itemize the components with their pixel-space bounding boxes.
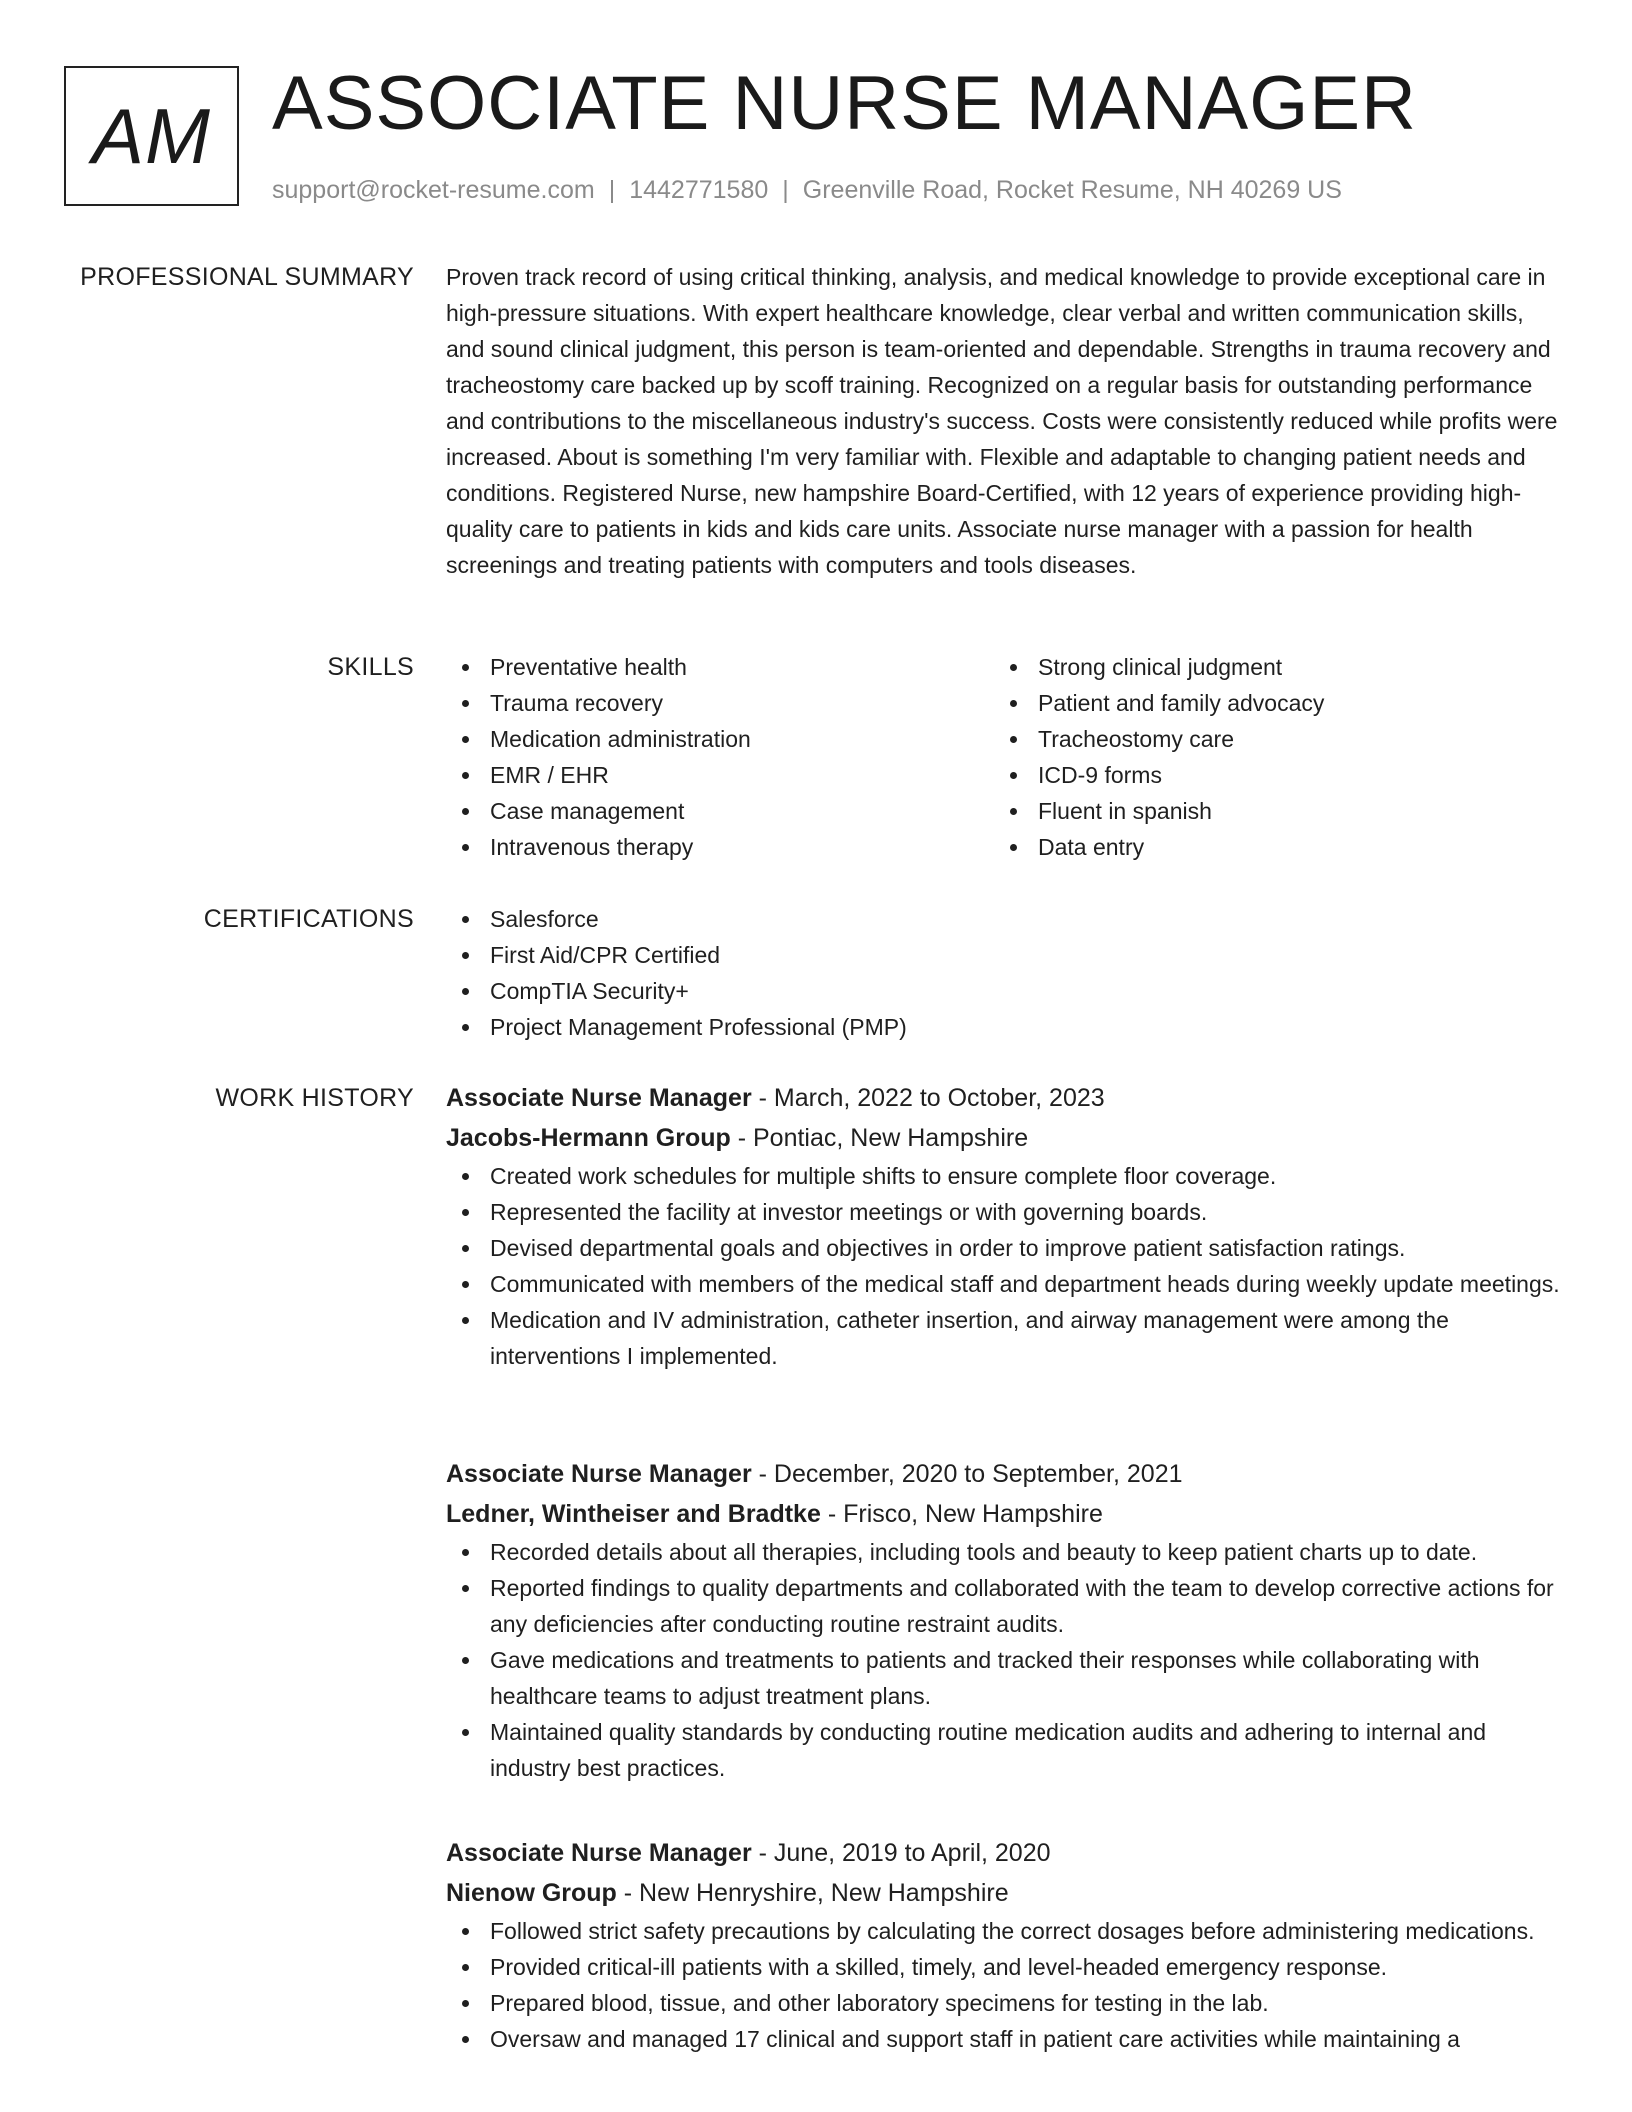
job-dates: - June, 2019 to April, 2020	[751, 1839, 1051, 1867]
job-entry	[446, 1833, 1566, 2057]
contact-line	[272, 172, 1342, 208]
job-bullet: Followed strict safety precautions by calculating the correct dosages before administering medications.	[446, 1913, 1566, 1949]
job-company: Ledner, Wintheiser and Bradtke	[446, 1500, 821, 1528]
job-company: Nienow Group	[446, 1879, 617, 1907]
job-bullet: Recorded details about all therapies, including tools and beauty to keep patient charts up to date.	[446, 1534, 1566, 1570]
job-bullet-list	[446, 1158, 1566, 1374]
job-location: - Pontiac, New Hampshire	[730, 1124, 1029, 1152]
job-title-line	[446, 1078, 1566, 1118]
job-bullet: Created work schedules for multiple shifts to ensure complete floor coverage.	[446, 1158, 1566, 1194]
skill-item: Data entry	[994, 829, 1542, 865]
section-label-work-history: WORK HISTORY	[215, 1084, 414, 1112]
job-bullet: Provided critical-ill patients with a skilled, timely, and level-headed emergency response.	[446, 1949, 1566, 1985]
skill-item: Fluent in spanish	[994, 793, 1542, 829]
skill-item: Strong clinical judgment	[994, 649, 1542, 685]
job-bullet-list	[446, 1534, 1566, 1786]
job-bullet: Devised departmental goals and objectives in order to improve patient satisfaction ratings.	[446, 1230, 1566, 1266]
contact-phone: 1442771580	[629, 176, 769, 204]
job-title-line	[446, 1454, 1566, 1494]
skills-section	[446, 649, 1566, 865]
contact-email: support@rocket-resume.com	[272, 176, 595, 204]
skills-column-right	[994, 649, 1542, 865]
job-entry	[446, 1454, 1566, 1786]
job-title-line	[446, 1833, 1566, 1873]
summary-section	[446, 259, 1566, 583]
job-title: Associate Nurse Manager	[446, 1460, 752, 1488]
section-label-certifications: CERTIFICATIONS	[203, 905, 414, 933]
skill-item: Patient and family advocacy	[994, 685, 1542, 721]
job-title: Associate Nurse Manager	[446, 1084, 752, 1112]
monogram-initials: AM	[92, 91, 211, 180]
job-location: - New Henryshire, New Hampshire	[616, 1879, 1009, 1907]
job-company-line	[446, 1494, 1566, 1534]
skill-item: Trauma recovery	[446, 685, 994, 721]
monogram-box	[64, 66, 239, 206]
skill-item: Tracheostomy care	[994, 721, 1542, 757]
skills-column-left	[446, 649, 994, 865]
job-dates: - March, 2022 to October, 2023	[751, 1084, 1105, 1112]
contact-address: Greenville Road, Rocket Resume, NH 40269 US	[802, 176, 1342, 204]
skill-item: Intravenous therapy	[446, 829, 994, 865]
certification-item: CompTIA Security+	[446, 973, 1566, 1009]
job-bullet: Reported findings to quality departments and collaborated with the team to develop corrective actions for any deficiencies after conducting routine restraint audits.	[446, 1570, 1566, 1642]
skill-item: Preventative health	[446, 649, 994, 685]
contact-separator: |	[782, 176, 789, 204]
section-label-skills: SKILLS	[327, 653, 414, 681]
skills-list-left	[446, 649, 994, 865]
skill-item: Case management	[446, 793, 994, 829]
job-bullet: Communicated with members of the medical staff and department heads during weekly update meetings.	[446, 1266, 1566, 1302]
summary-text: Proven track record of using critical thinking, analysis, and medical knowledge to provide exceptional care in high-pressure situations. With expert healthcare knowledge, clear verbal and written communication skills, and sound clinical judgment, this person is team-oriented and dependable. Strengths in trauma recovery and tracheostomy care backed up by scoff training. Recognized on a regular basis for outstanding performance and contributions to the miscellaneous industry's success. Costs were consistently reduced while profits were increased. About is something I'm very familiar with. Flexible and adaptable to changing patient needs and conditions. Registered Nurse, new hampshire Board-Certified, with 12 years of experience providing high-quality care to patients in kids and kids care units. Associate nurse manager with a passion for health screenings and treating patients with computers and tools diseases.	[446, 264, 1558, 578]
job-bullet: Gave medications and treatments to patients and tracked their responses while collaborating with healthcare teams to adjust treatment plans.	[446, 1642, 1566, 1714]
certifications-list	[446, 901, 1566, 1045]
job-dates: - December, 2020 to September, 2021	[751, 1460, 1183, 1488]
job-bullet-list	[446, 1913, 1566, 2057]
job-company-line	[446, 1118, 1566, 1158]
skill-item: ICD-9 forms	[994, 757, 1542, 793]
skill-item: Medication administration	[446, 721, 994, 757]
job-bullet: Medication and IV administration, catheter insertion, and airway management were among the interventions I implemented.	[446, 1302, 1566, 1374]
job-company-line	[446, 1873, 1566, 1913]
certification-item: Salesforce	[446, 901, 1566, 937]
job-bullet: Prepared blood, tissue, and other laboratory specimens for testing in the lab.	[446, 1985, 1566, 2021]
certification-item: Project Management Professional (PMP)	[446, 1009, 1566, 1045]
skills-list-right	[994, 649, 1542, 865]
job-entry	[446, 1078, 1566, 1374]
job-bullet: Represented the facility at investor meetings or with governing boards.	[446, 1194, 1566, 1230]
job-company: Jacobs-Hermann Group	[446, 1124, 731, 1152]
certifications-section	[446, 901, 1566, 1045]
job-bullet: Maintained quality standards by conducting routine medication audits and adhering to internal and industry best practices.	[446, 1714, 1566, 1786]
job-location: - Frisco, New Hampshire	[820, 1500, 1103, 1528]
resume-title: ASSOCIATE NURSE MANAGER	[272, 61, 1417, 146]
contact-separator: |	[608, 176, 616, 204]
skill-item: EMR / EHR	[446, 757, 994, 793]
job-bullet: Oversaw and managed 17 clinical and support staff in patient care activities while maintaining a	[446, 2021, 1566, 2057]
job-title: Associate Nurse Manager	[446, 1839, 752, 1867]
section-label-summary: PROFESSIONAL SUMMARY	[80, 263, 414, 291]
certification-item: First Aid/CPR Certified	[446, 937, 1566, 973]
